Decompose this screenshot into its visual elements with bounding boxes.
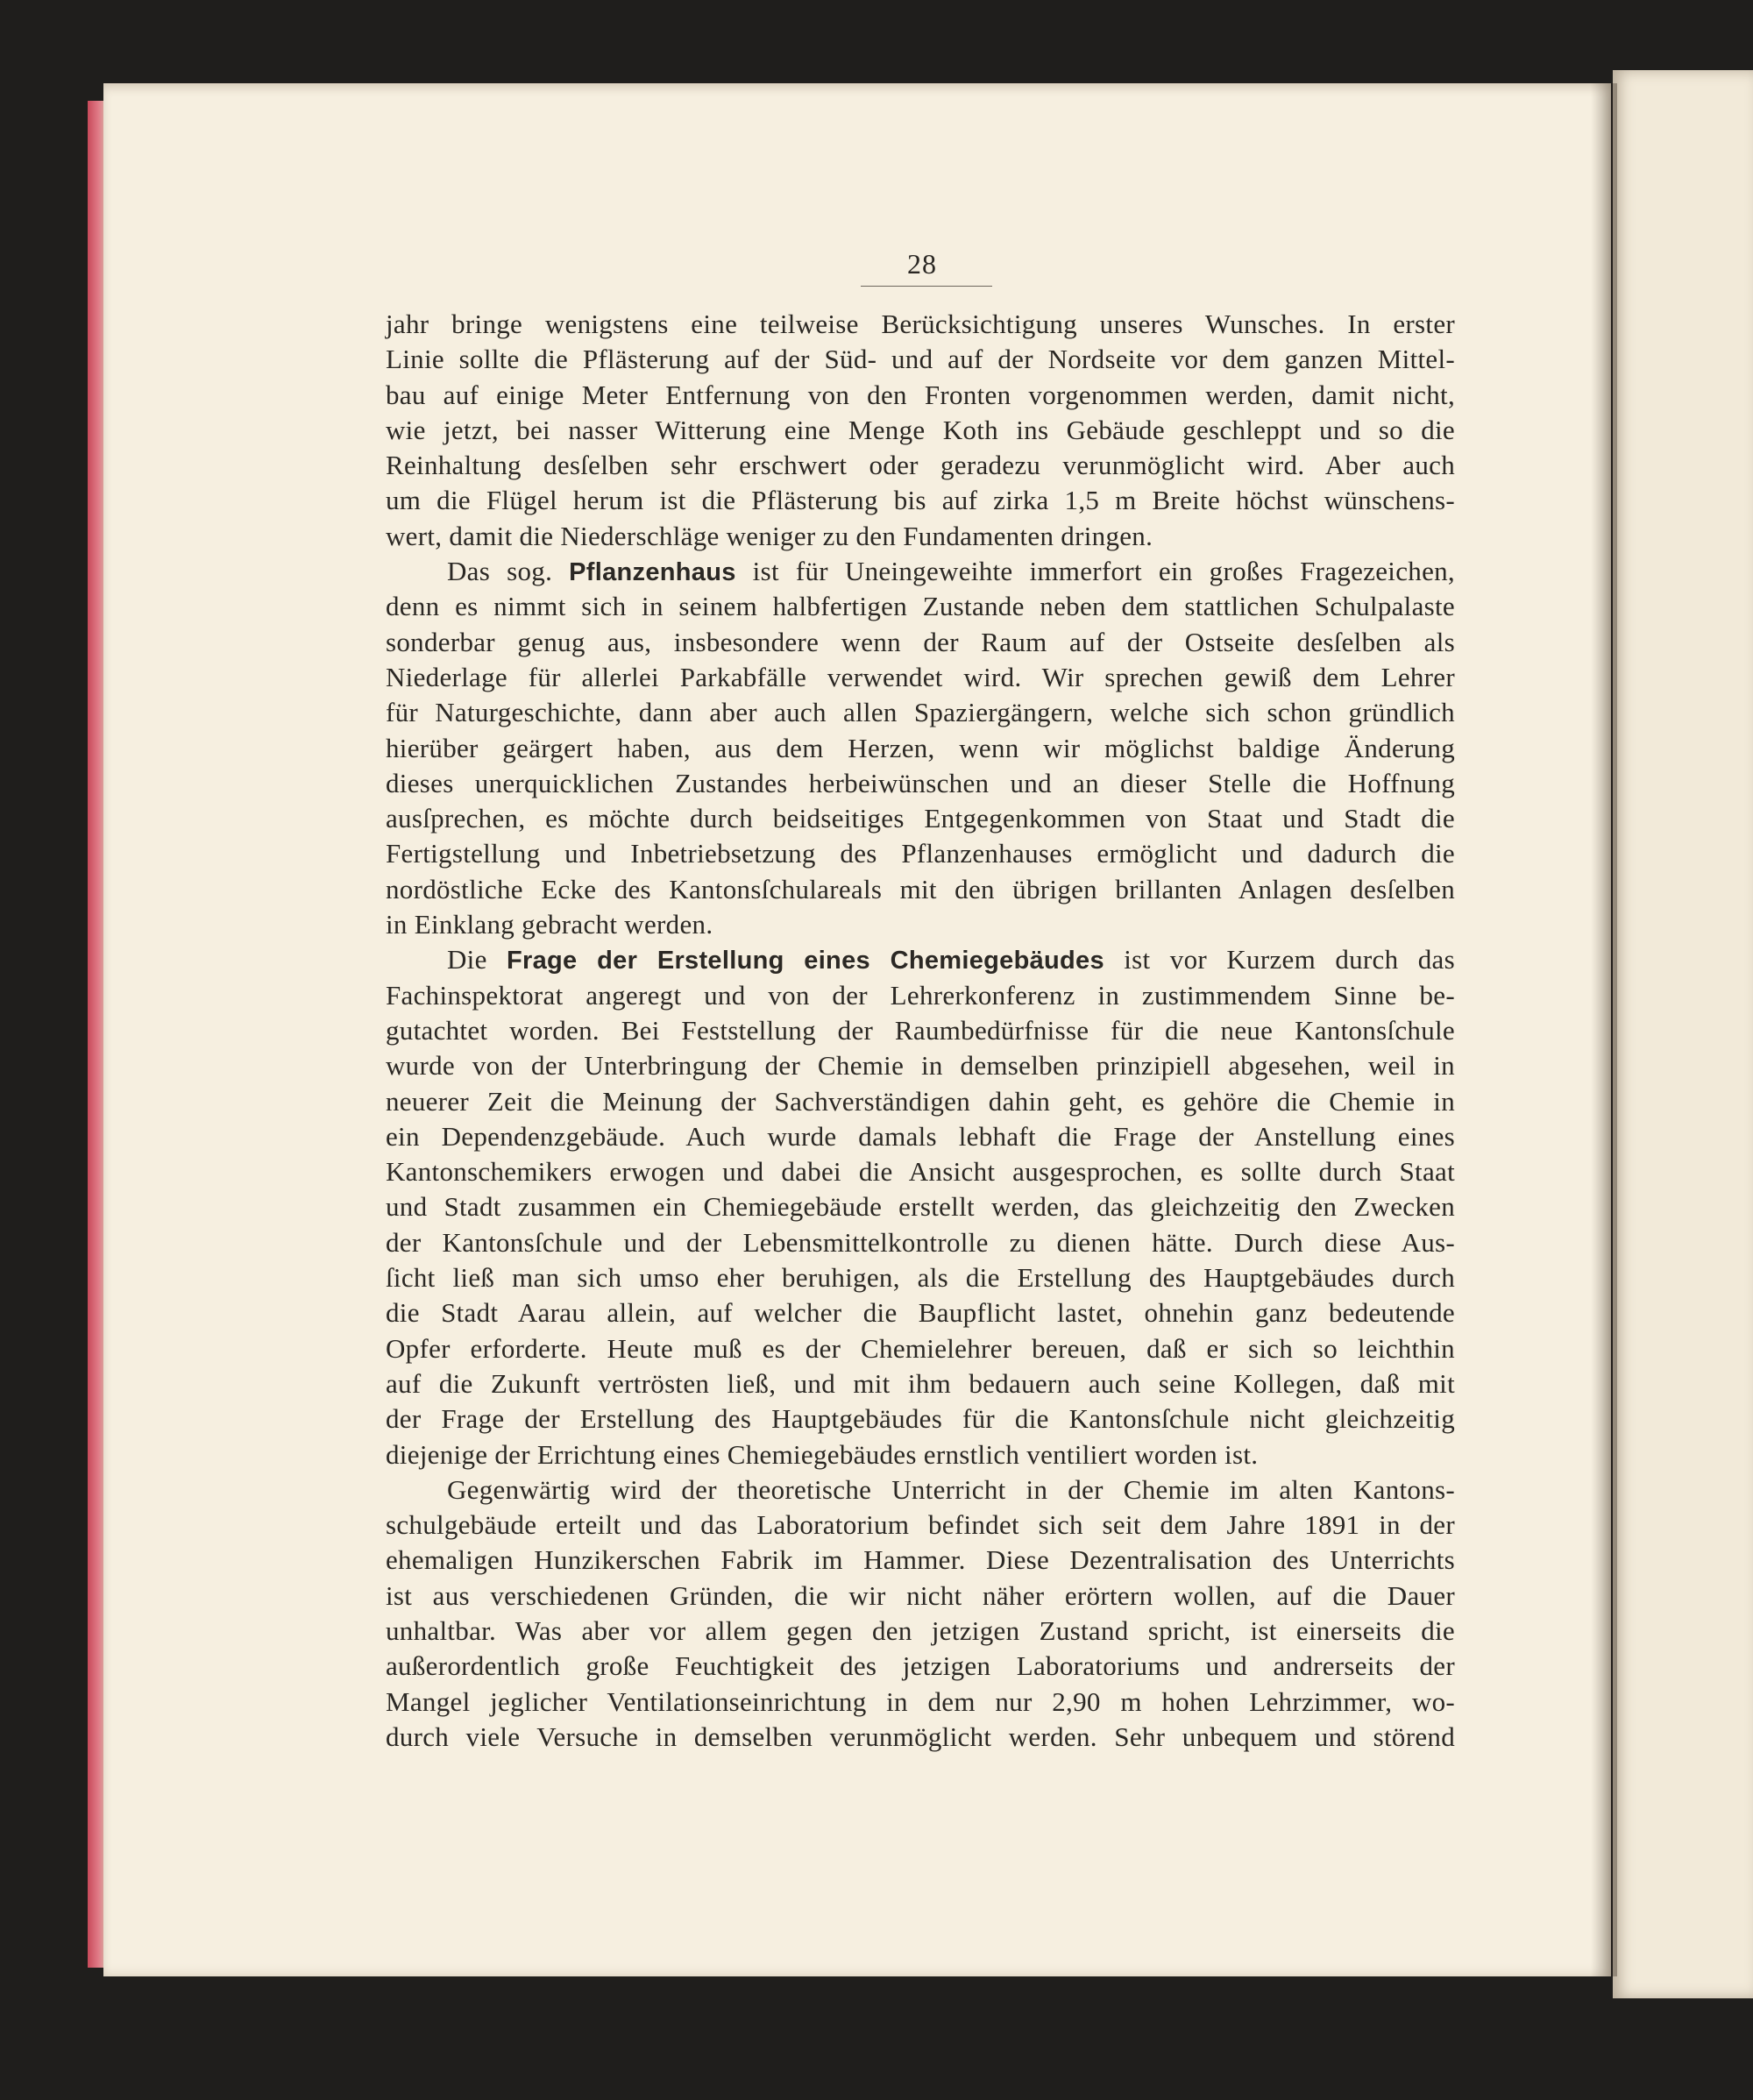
text-line (386, 1437, 1455, 1472)
text-line (386, 731, 1455, 766)
text-segment: gutachtet worden. Bei Feststellung der Raumbedürfnisse für die neue Kantonsſchule (386, 1014, 1455, 1046)
text-line (386, 1225, 1455, 1260)
text-segment: ist aus verschiedenen Gründen, die wir nicht näher erörtern wollen, auf die Dauer (386, 1579, 1455, 1611)
text-line (386, 836, 1455, 871)
text-segment: bau auf einige Meter Entfernung von den Fronten vorgenommen werden, damit nicht, (386, 379, 1455, 410)
text-segment: unhaltbar. Was aber vor allem gegen den jetzigen Zustand spricht, ist einerseits die (386, 1614, 1455, 1646)
text-line (386, 1295, 1455, 1330)
text-segment: Fertigstellung und Inbetriebsetzung des Pflanzenhauses ermöglicht und dadurch die (386, 838, 1455, 869)
text-segment: Fachinspektorat angeregt und von der Lehrerkonferenz in zustimmendem Sinne be- (386, 979, 1455, 1011)
bold-term: Pflanzenhaus (569, 558, 736, 587)
text-segment: Kantonschemikers erwogen und dabei die Ansicht ausgesprochen, es sollte durch Staat (386, 1156, 1455, 1188)
text-segment: und Stadt zusammen ein Chemiegebäude erstellt werden, das gleichzeitig den Zwecken (386, 1191, 1455, 1223)
text-line (386, 872, 1455, 907)
text-segment: der Frage der Erstellung des Hauptgebäudes für die Kantonsſchule nicht gleichzeitig (386, 1403, 1455, 1435)
text-segment: für Naturgeschichte, dann aber auch allen Spaziergängern, welche sich schon gründlich (386, 697, 1455, 728)
text-line (386, 1401, 1455, 1437)
text-line (386, 907, 1455, 942)
text-segment: diejenige der Errichtung eines Chemiegebäudes ernstlich ventiliert worden ist. (386, 1438, 1259, 1470)
text-line (386, 660, 1455, 695)
text-line (386, 766, 1455, 801)
text-segment: nordöstliche Ecke des Kantonsſchulareals mit den übrigen brillanten Anlagen desſelben (386, 873, 1455, 905)
text-line (386, 1579, 1455, 1614)
text-segment: Mangel jeglicher Ventilationseinrichtung in dem nur 2,90 m hohen Lehrzimmer, wo- (386, 1685, 1455, 1717)
text-segment: durch viele Versuche in demselben verunmöglicht werden. Sehr unbequem und störend (386, 1720, 1455, 1752)
text-segment: ausſprechen, es möchte durch beidseitiges Entgegenkommen von Staat und Stadt die (386, 803, 1455, 834)
text-line (386, 342, 1455, 377)
text-segment: sonderbar genug aus, insbesondere wenn der Raum auf der Ostseite desſelben als (386, 626, 1455, 657)
text-line (386, 483, 1455, 518)
text-line (386, 1013, 1455, 1048)
text-line (386, 554, 1455, 589)
text-line (386, 1649, 1455, 1684)
text-segment: denn es nimmt sich in seinem halbfertigen Zustande neben dem stattlichen Schulpalaste (386, 591, 1455, 622)
text-segment: in Einklang gebracht werden. (386, 909, 713, 940)
text-line (386, 1119, 1455, 1154)
text-segment: schulgebäude erteilt und das Laboratorium befindet sich seit dem Jahre 1891 in der (386, 1509, 1455, 1541)
text-line (386, 307, 1455, 342)
text-line (386, 1048, 1455, 1083)
text-line (386, 413, 1455, 448)
text-segment: ſicht ließ man sich umso eher beruhigen, als die Erstellung des Hauptgebäudes durch (386, 1262, 1455, 1294)
text-line (386, 801, 1455, 836)
text-line (386, 589, 1455, 624)
text-segment: Opfer erforderte. Heute muß es der Chemielehrer bereuen, daß er sich so leichthin (386, 1332, 1455, 1364)
gutter-shadow (1591, 83, 1617, 1976)
text-line (386, 942, 1455, 977)
text-segment: neuerer Zeit die Meinung der Sachverständigen dahin geht, es gehöre die Chemie in (386, 1085, 1455, 1117)
text-segment: dieses unerquicklichen Zustandes herbeiwünschen und an dieser Stelle die Hoffnung (386, 767, 1455, 798)
text-segment: auf die Zukunft vertrösten ließ, und mit ihm bedauern auch seine Kollegen, daß mit (386, 1367, 1455, 1399)
text-segment: ein Dependenzgebäude. Auch wurde damals lebhaft die Frage der Anstellung eines (386, 1120, 1455, 1152)
text-line (386, 1685, 1455, 1720)
text-line (386, 1508, 1455, 1543)
text-segment: hierüber geärgert haben, aus dem Herzen, wenn wir möglichst baldige Änderung (386, 732, 1455, 763)
text-line (386, 378, 1455, 413)
text-line (386, 695, 1455, 730)
text-segment: der Kantonsſchule und der Lebensmittelkontrolle zu dienen hätte. Durch diese Aus- (386, 1226, 1455, 1258)
text-line (386, 1720, 1455, 1755)
text-line (386, 1084, 1455, 1119)
text-segment: Die (447, 944, 507, 976)
text-segment: Gegenwärtig wird der theoretische Unterricht in der Chemie im alten Kantons- (447, 1473, 1455, 1505)
facing-page-edge (1613, 70, 1753, 1998)
text-segment: Niederlage für allerlei Parkabfälle verwendet wird. Wir sprechen gewiß dem Lehrer (386, 661, 1455, 692)
text-segment: Das sog. (447, 556, 570, 587)
text-line (386, 448, 1455, 483)
text-segment: ehemaligen Hunzikerschen Fabrik im Hammer. Diese Dezentralisation des Unterrichts (386, 1544, 1455, 1576)
page-number: 28 (907, 248, 937, 280)
text-line (386, 625, 1455, 660)
text-line (386, 1189, 1455, 1224)
text-segment: die Stadt Aarau allein, auf welcher die Baupflicht lastet, ohnehin ganz bedeutende (386, 1297, 1455, 1329)
red-page-edge (88, 101, 105, 1968)
text-segment: wie jetzt, bei nasser Witterung eine Menge Koth ins Gebäude geschleppt und so die (386, 414, 1455, 445)
body-text (386, 307, 1455, 1755)
text-segment: Reinhaltung desſelben sehr erschwert oder geradezu verunmöglicht wird. Aber auch (386, 450, 1455, 481)
text-segment: wurde von der Unterbringung der Chemie in demselben prinzipiell abgesehen, weil in (386, 1050, 1455, 1082)
text-line (386, 1614, 1455, 1649)
text-segment: außerordentlich große Feuchtigkeit des jetzigen Laboratoriums und andrerseits der (386, 1650, 1455, 1682)
text-line (386, 519, 1455, 554)
text-segment: jahr bringe wenigstens eine teilweise Berücksichtigung unseres Wunsches. In erster (386, 309, 1455, 339)
text-segment: wert, damit die Niederschläge weniger zu den Fundamenten dringen. (386, 520, 1153, 551)
text-line (386, 978, 1455, 1013)
bold-term: Frage der Erstellung eines Chemiegebäudes (507, 947, 1104, 976)
text-line (386, 1154, 1455, 1189)
text-segment: ist für Uneingeweihte immerfort ein großes Fragezeichen, (735, 556, 1455, 587)
text-segment: Linie sollte die Pflästerung auf der Süd- und auf der Nordseite vor dem ganzen Mittel- (386, 344, 1455, 375)
text-line (386, 1260, 1455, 1295)
page-number-rule (861, 286, 992, 287)
text-line (386, 1366, 1455, 1401)
text-line (386, 1331, 1455, 1366)
text-line (386, 1543, 1455, 1578)
text-segment: ist vor Kurzem durch das (1104, 944, 1455, 976)
text-segment: um die Flügel herum ist die Pflästerung bis auf zirka 1,5 m Breite höchst wünschens- (386, 485, 1455, 516)
text-line (386, 1472, 1455, 1508)
